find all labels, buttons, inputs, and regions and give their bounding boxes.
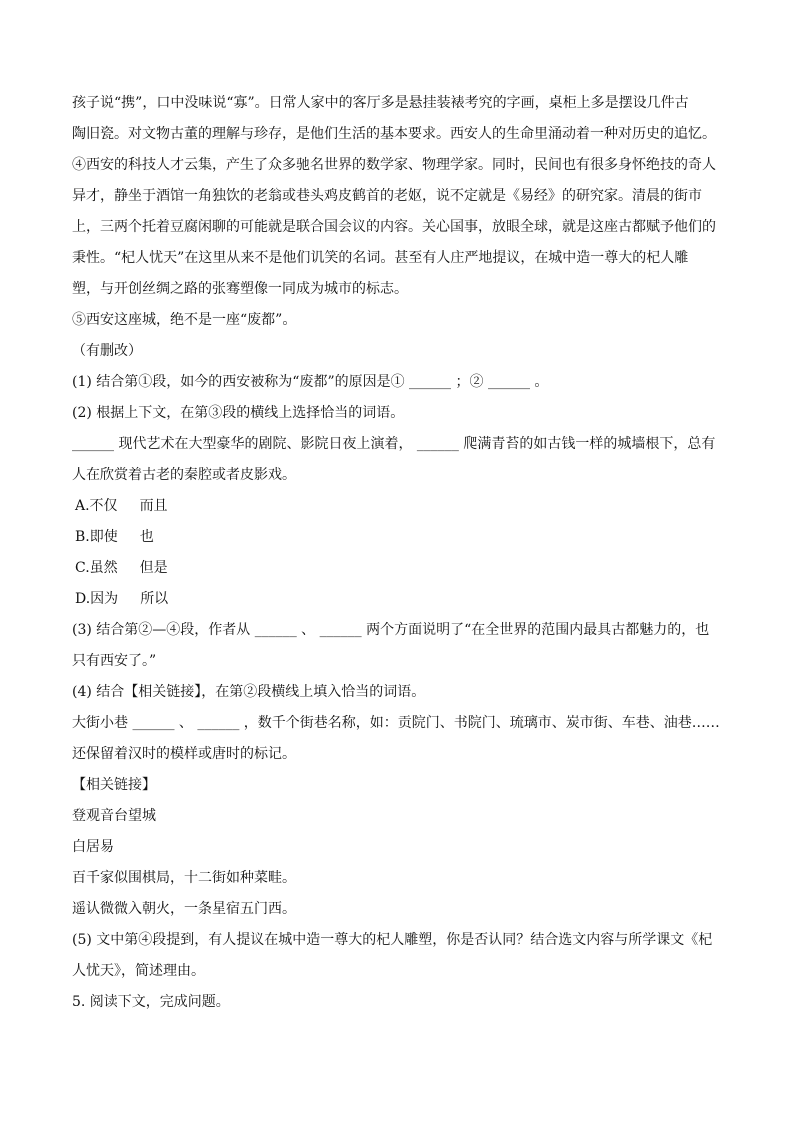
paragraph-4-line: ④西安的科技人才云集，产生了众多驰名世界的数学家、物理学家。同时，民间也有很多身怀绝技的奇人 xyxy=(72,157,716,173)
next-section-heading: 5. 阅读下文，完成问题。 xyxy=(72,994,230,1010)
option-label: D.因为 xyxy=(75,591,119,607)
related-link-heading: 【相关链接】 xyxy=(72,777,156,793)
poem-title: 登观音台望城 xyxy=(72,808,156,824)
text-line: 塑，与开创丝绸之路的张骞塑像一同成为城市的标志。 xyxy=(72,281,408,297)
text-line: 异才，静坐于酒馆一角独饮的老翁或巷头鸡皮鹤首的老妪，说不定就是《易经》的研究家。清晨的街市 xyxy=(72,188,702,204)
question-4-sentence: 大街小巷 ______ 、 ______ ，数千个街巷名称，如：贡院门、书院门、琉璃市、炭市街、车巷、油巷…… xyxy=(72,715,720,731)
option-word: 也 xyxy=(139,529,154,545)
option-word: 而且 xyxy=(139,498,168,514)
poem-line: 百千家似围棋局，十二街如种菜畦。 xyxy=(72,870,296,886)
question-5: (5) 文中第④段提到，有人提议在城中造一尊大的杞人雕塑，你是否认同？结合选文内容与所学课文《杞 xyxy=(72,932,713,948)
question-4: (4) 结合【相关链接】，在第②段横线上填入恰当的词语。 xyxy=(72,684,426,700)
question-2: (2) 根据上下文，在第③段的横线上选择恰当的词语。 xyxy=(72,405,405,421)
option-label: B.即使 xyxy=(75,529,118,545)
option-a xyxy=(72,491,732,522)
poem-line: 遥认微微入朝火，一条星宿五门西。 xyxy=(72,901,296,917)
text-line: 孩子说“携”，口中没味说“寡”。日常人家中的客厅多是悬挂装裱考究的字画，桌柜上多是摆设几件古 xyxy=(72,95,689,111)
text-line: 陶旧瓷。对文物古董的理解与珍存，是他们生活的基本要求。西安人的生命里涌动着一种对历史的追忆。 xyxy=(72,126,716,142)
option-label: A.不仅 xyxy=(75,498,118,514)
option-c xyxy=(72,553,732,584)
question-4-sentence: 还保留着汉时的模样或唐时的标记。 xyxy=(72,746,296,762)
question-2-sentence: ______ 现代艺术在大型豪华的剧院、影院日夜上演着， ______ 爬满青苔的如古钱一样的城墙根下，总有 xyxy=(72,436,716,452)
option-word: 但是 xyxy=(139,560,168,576)
option-label: C.虽然 xyxy=(75,560,118,576)
poem-author: 白居易 xyxy=(72,839,114,855)
question-3: 只有西安了。” xyxy=(72,653,157,669)
text-line: 上，三两个托着豆腐闲聊的可能就是联合国会议的内容。关心国事，放眼全球，就是这座古都赋予他们的 xyxy=(72,219,716,235)
paragraph-5-line: ⑤西安这座城，绝不是一座“废都”。 xyxy=(72,312,297,328)
option-b xyxy=(72,522,732,553)
source-note: （有删改） xyxy=(72,343,142,359)
document-page xyxy=(72,88,732,1018)
question-3: (3) 结合第②—④段，作者从 ______ 、 ______ 两个方面说明了“在全世界的范围内最具古都魅力的，也 xyxy=(72,622,710,638)
question-2-sentence: 人在欣赏着古老的秦腔或者皮影戏。 xyxy=(72,467,296,483)
option-word: 所以 xyxy=(140,591,169,607)
option-d xyxy=(72,584,732,615)
question-5: 人忧天》，简述理由。 xyxy=(72,963,205,979)
question-1: (1) 结合第①段，如今的西安被称为“废都”的原因是① ______ ；② ______ 。 xyxy=(72,374,549,390)
text-line: 秉性。“杞人忧天”在这里从来不是他们讥笑的名词。甚至有人庄严地提议，在城中造一尊大的杞人雕 xyxy=(72,250,689,266)
